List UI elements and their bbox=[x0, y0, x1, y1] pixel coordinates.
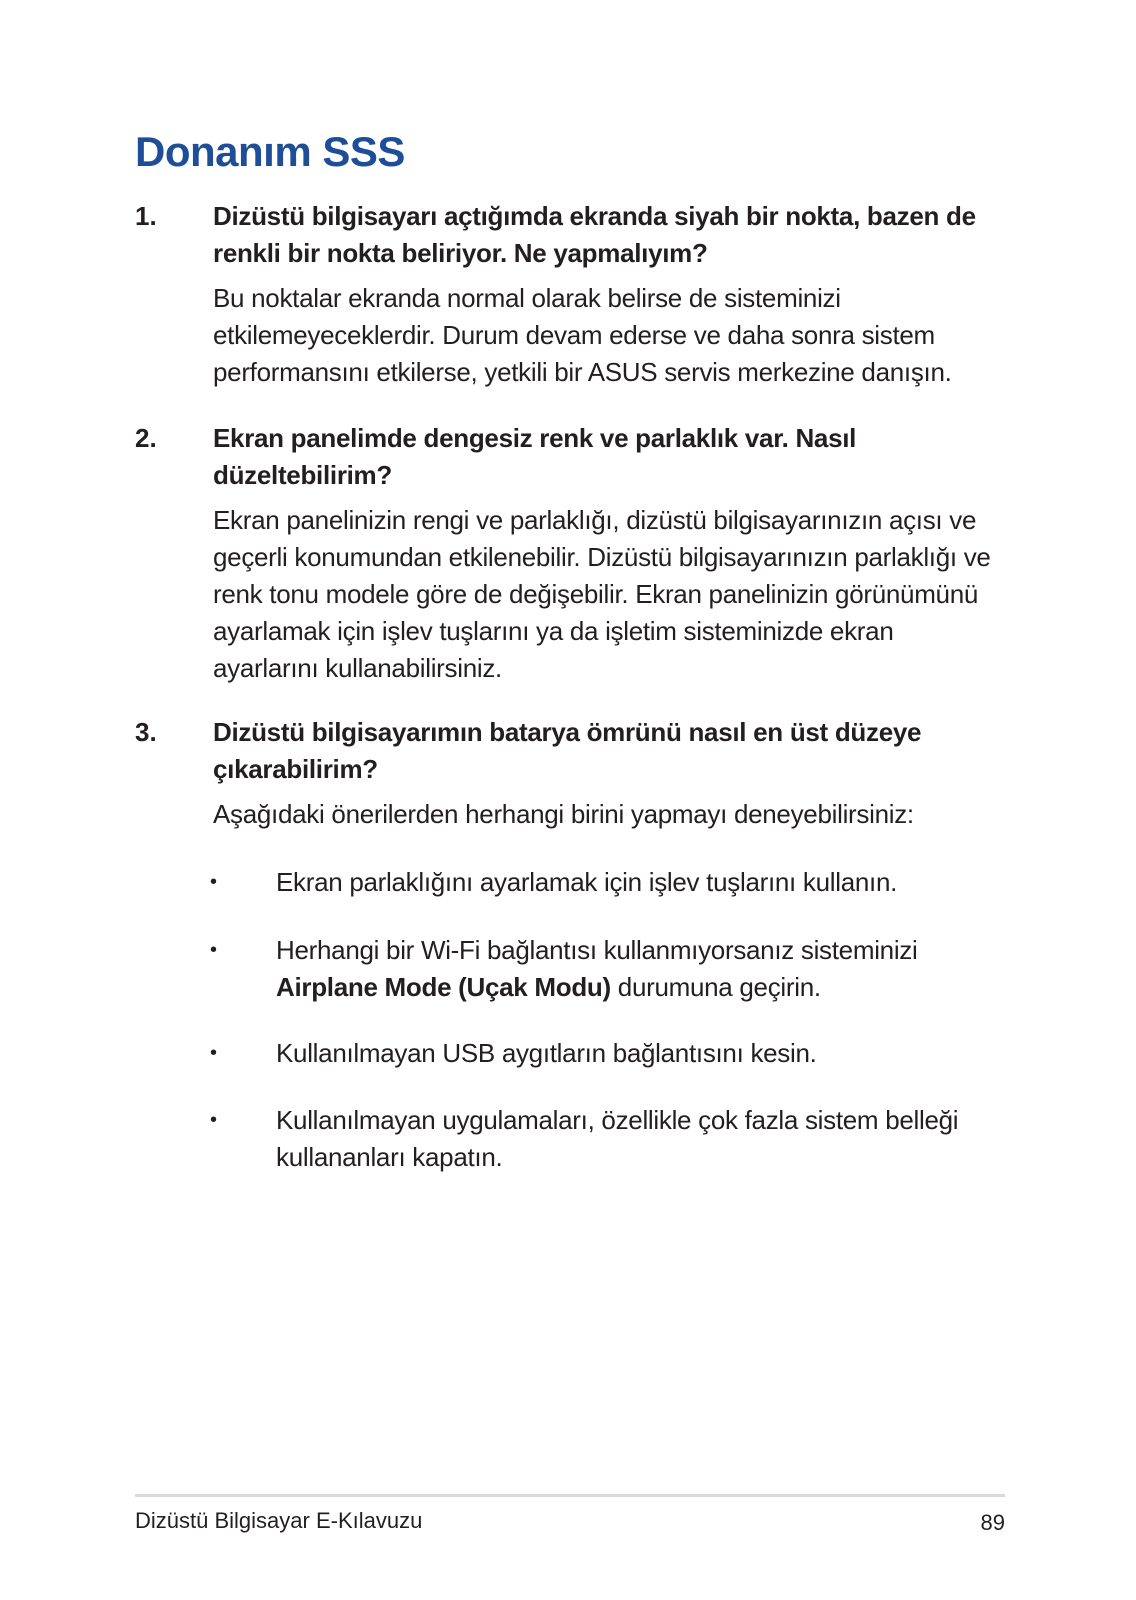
page-title: Donanım SSS bbox=[135, 128, 405, 175]
faq-number: 2. bbox=[135, 423, 157, 453]
faq-question: Ekran panelimde dengesiz renk ve parlaklık var. Nasıl düzeltebilirim? bbox=[213, 423, 857, 490]
faq-item-3 bbox=[135, 714, 1005, 833]
list-item-text bbox=[276, 932, 1005, 1006]
faq-question: Dizüstü bilgisayarımın batarya ömrünü nasıl en üst düzeye çıkarabilirim? bbox=[213, 717, 922, 784]
faq-number: 3. bbox=[135, 717, 157, 747]
airplane-mode-label: Airplane Mode (Uçak Modu) bbox=[276, 972, 611, 1002]
footer-divider bbox=[135, 1494, 1005, 1497]
footer-manual-title: Dizüstü Bilgisayar E-Kılavuzu bbox=[135, 1508, 423, 1533]
bullet-icon: • bbox=[210, 1042, 218, 1064]
list-item bbox=[135, 1102, 1005, 1176]
list-item bbox=[135, 932, 1005, 1006]
list-item-text-pre: Herhangi bir Wi-Fi bağlantısı kullanmıyorsanız sisteminizi bbox=[276, 935, 918, 965]
list-item-text: Ekran parlaklığını ayarlamak için işlev tuşlarını kullanın. bbox=[276, 867, 898, 897]
page-number: 89 bbox=[980, 1510, 1005, 1535]
faq-answer: Ekran panelinizin rengi ve parlaklığı, dizüstü bilgisayarınızın açısı ve geçerli konumundan etkilenebilir. Dizüstü bilgisayarınızın parlaklığı ve renk tonu modele göre de değişebilir. Ekran panelinizin görünümünü ayarlamak için işlev tuşlarını ya da işletim sisteminizde ekran ayarlarını kullanabilirsiniz. bbox=[213, 505, 991, 683]
faq-item-1 bbox=[135, 198, 1005, 391]
faq-answer: Aşağıdaki önerilerden herhangi birini yapmayı deneyebilirsiniz: bbox=[213, 799, 914, 829]
bullet-icon: • bbox=[210, 1109, 218, 1131]
faq-number: 1. bbox=[135, 201, 157, 231]
list-item bbox=[135, 864, 1005, 901]
faq-item-2 bbox=[135, 420, 1005, 687]
list-item-text: Kullanılmayan uygulamaları, özellikle çok fazla sistem belleği kullananları kapatın. bbox=[276, 1105, 959, 1172]
faq-question: Dizüstü bilgisayarı açtığımda ekranda siyah bir nokta, bazen de renkli bir nokta beliriyor. Ne yapmalıyım? bbox=[213, 201, 976, 268]
list-item-text: Kullanılmayan USB aygıtların bağlantısını kesin. bbox=[276, 1038, 817, 1068]
list-item-text-post: durumuna geçirin. bbox=[610, 972, 821, 1002]
bullet-icon: • bbox=[210, 871, 218, 893]
faq-answer: Bu noktalar ekranda normal olarak belirse de sisteminizi etkilemeyeceklerdir. Durum devam ederse ve daha sonra sistem performansını etkilerse, yetkili bir ASUS servis merkezine danışın. bbox=[213, 283, 952, 387]
list-item bbox=[135, 1035, 1005, 1072]
bullet-icon: • bbox=[210, 939, 218, 961]
